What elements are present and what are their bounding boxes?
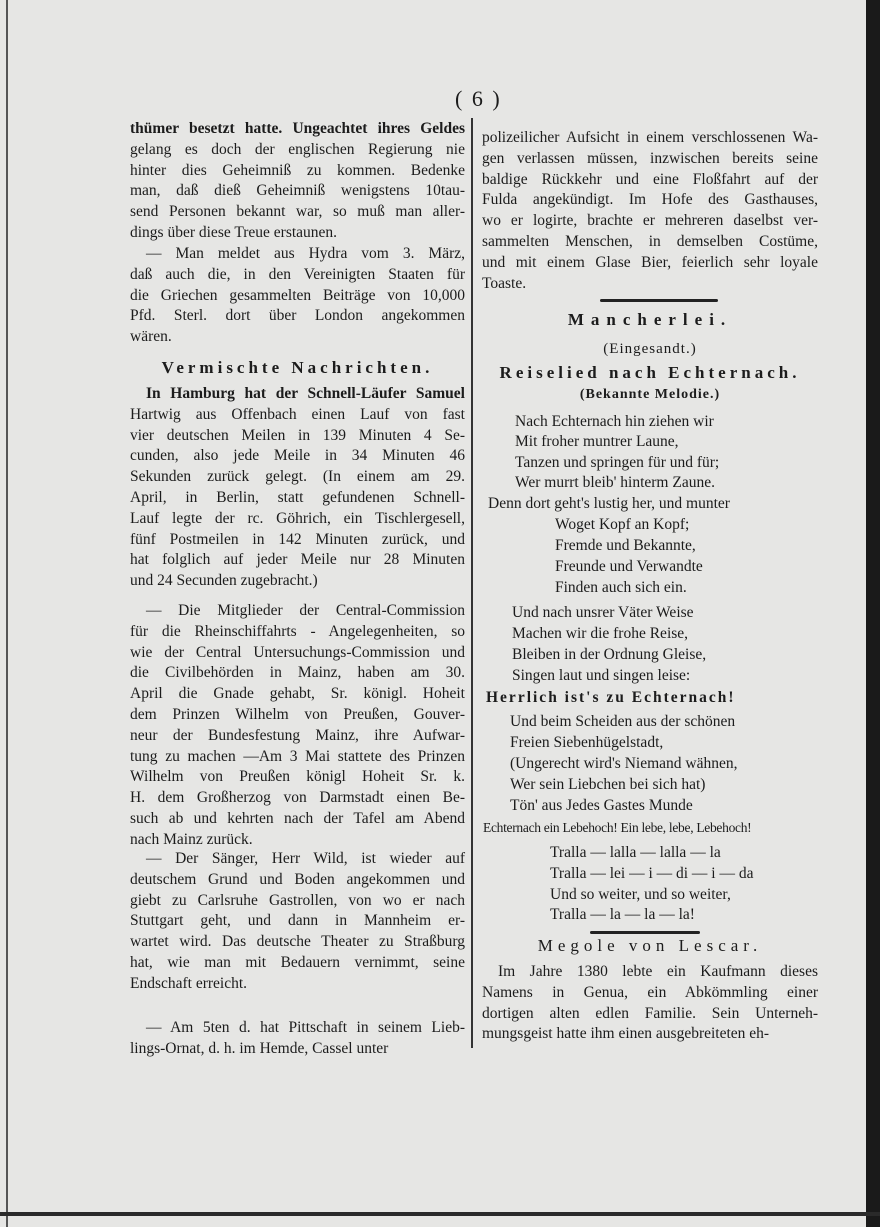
poem-title: Reiselied nach Echternach.	[499, 363, 801, 382]
paragraph-line: cunden, also jede Meile in 34 Minuten 46	[130, 447, 465, 465]
paragraph-line: und mit einem Glase Bier, feierlich sehr loyale	[482, 253, 818, 271]
paragraph-line: giebt zu Carlsruhe Gastrollen, von wo er nach	[130, 891, 465, 909]
poem-line: Machen wir die frohe Reise,	[512, 625, 689, 642]
poem-line: Echternach ein Lebehoch! Ein lebe, lebe, Lebehoch!	[483, 820, 752, 835]
poem-line: Tralla — lalla — lalla — la	[550, 844, 721, 861]
paragraph-line: die Griechen gesammelten Beiträge von 10,000	[130, 286, 465, 304]
paragraph-line: lings-Ornat, d. h. im Hemde, Cassel unter	[130, 1039, 389, 1057]
page-number: ( 6 )	[455, 86, 502, 111]
divider-rule	[590, 931, 700, 934]
paragraph-line: dortigen alten edlen Familie. Sein Unterneh-	[482, 1004, 818, 1022]
paragraph-line: April, in Berlin, statt gefundenen Schnell-	[130, 489, 465, 506]
paragraph-line: für die Rheinschiffahrts - Angelegenheiten, so	[130, 622, 465, 640]
paragraph-line: — Am 5ten d. hat Pittschaft in seinem Lieb-	[146, 1019, 465, 1036]
poem-line: Singen laut und singen leise:	[512, 667, 691, 684]
paragraph-line: In Hamburg hat der Schnell-Läufer Samuel	[146, 385, 465, 402]
paragraph-line: Im Jahre 1380 lebte ein Kaufmann dieses	[498, 963, 818, 980]
poem-line: Wer sein Liebchen bei sich hat)	[510, 776, 706, 793]
poem-line: Tanzen und springen für und für;	[515, 454, 720, 471]
poem-line: Bleiben in der Ordnung Gleise,	[512, 646, 707, 663]
paragraph-line: baldige Rückkehr und eine Floßfahrt auf der	[482, 170, 818, 188]
column-divider	[471, 118, 473, 1048]
paragraph-line: sammelten Menschen, in demselben Costüme,	[482, 233, 818, 250]
poem-line: Woget Kopf an Kopf;	[555, 516, 690, 533]
poem-line: Freunde und Verwandte	[555, 558, 703, 575]
paragraph-line: wartet wird. Das deutsche Theater zu Straßburg	[130, 933, 465, 951]
paragraph-line: send Personen bekannt war, so muß man aller-	[130, 203, 465, 221]
paragraph-line: thümer besetzt hatte. Ungeachtet ihres Geldes	[130, 120, 465, 137]
poem-line: (Ungerecht wird's Niemand wähnen,	[510, 755, 738, 772]
paragraph-line: — Die Mitglieder der Central-Commission	[146, 602, 465, 619]
poem-line: Fremde und Bekannte,	[555, 537, 696, 554]
melody-note: (Bekannte Melodie.)	[579, 387, 721, 402]
paragraph-line: Toaste.	[482, 274, 527, 292]
paragraph-line: tung zu machen —Am 3 Mai stattete des Prinzen	[130, 747, 465, 765]
paragraph-line: April die Gnade gehabt, Sr. königl. Hoheit	[130, 685, 465, 703]
poem-line: Und so weiter, und so weiter,	[550, 886, 731, 903]
section-heading-mancherlei: Mancherlei.	[567, 310, 733, 329]
paragraph-line: fünf Postmeilen in 142 Minuten zurück, und	[130, 530, 465, 548]
paragraph-line: dings über diese Treue erstaunen.	[130, 224, 338, 241]
poem-line: Mit froher muntrer Laune,	[515, 433, 679, 450]
paragraph-line: daß auch die, in den Vereinigten Staaten für	[130, 265, 465, 283]
paragraph-line: man, daß dieß Geheimniß wenigstens 10tau-	[130, 182, 465, 200]
paragraph-line: neur der Bundesfestung Mainz, ihre Aufwar-	[130, 726, 465, 744]
paragraph-line: wären.	[130, 328, 172, 346]
section-heading-vermischte-nachrichten: Vermischte Nachrichten.	[161, 358, 434, 377]
eingesandt-note: (Eingesandt.)	[603, 341, 697, 357]
scan-edge-bottom	[0, 1212, 880, 1216]
paragraph-line: such ab und kehrten nach der Tafel am Abend	[130, 810, 465, 827]
paragraph-line: Pfd. Sterl. dort über London angekommen	[130, 307, 465, 325]
paragraph-line: hat, wie man mit Bedauern vernimmt, seine	[130, 954, 465, 971]
paragraph-line: hinter dies Geheimniß zu kommen. Bedenke	[130, 161, 465, 179]
paragraph-line: die Civilbehörden in Mainz, haben am 30.	[130, 664, 465, 682]
story-heading: Megole von Lescar.	[537, 936, 763, 955]
paragraph-line: — Man meldet aus Hydra vom 3. März,	[146, 245, 465, 262]
poem-line: Und beim Scheiden aus der schönen	[510, 713, 736, 730]
poem-line: Tralla — lei — i — di — i — da	[550, 865, 754, 882]
paragraph-line: Lauf legte der rc. Göhrich, ein Tischlergesell,	[130, 509, 465, 527]
paragraph-line: — Der Sänger, Herr Wild, ist wieder auf	[146, 850, 465, 867]
poem-line: Und nach unsrer Väter Weise	[512, 604, 694, 621]
paragraph-line: polizeilicher Aufsicht in einem verschlossenen Wa-	[482, 129, 818, 146]
paragraph-line: Fulda angekündigt. Im Hofe des Gasthauses,	[482, 191, 818, 209]
poem-line: Tön' aus Jedes Gastes Munde	[510, 797, 693, 814]
poem-line: Finden auch sich ein.	[555, 579, 687, 596]
scan-edge-left	[6, 0, 8, 1227]
paragraph-line: Hartwig aus Offenbach einen Lauf von fast	[130, 405, 465, 423]
poem-line: Wer murrt bleib' hinterm Zaune.	[515, 474, 715, 491]
paragraph-line: und 24 Secunden zugebracht.)	[130, 572, 318, 590]
paragraph-line: Namens in Genua, ein Abkömmling einer	[482, 983, 818, 1001]
paragraph-line: wie der Central Untersuchungs-Commission und	[130, 643, 465, 661]
paragraph-line: gen verlassen müssen, inzwischen bereits seine	[482, 149, 818, 167]
paragraph-line: mungsgeist hatte ihm einen ausgebreiteten eh-	[482, 1025, 770, 1043]
paragraph-line: hat folglich auf jeder Meile nur 28 Minuten	[130, 551, 465, 569]
paragraph-line: gelang es doch der englischen Regierung nie	[130, 140, 465, 158]
poem-line: Herrlich ist's zu Echternach!	[486, 689, 736, 706]
scan-edge-right	[866, 0, 880, 1227]
paragraph-line: wo er logirte, brachte er mehreren daselbst ver-	[482, 212, 818, 230]
poem-line: Nach Echternach hin ziehen wir	[515, 413, 714, 430]
paragraph-line: deutschem Grund und Boden angekommen und	[130, 870, 465, 888]
paragraph-line: dem Prinzen Wilhelm von Preußen, Gouver-	[130, 706, 465, 723]
divider-rule	[600, 299, 718, 302]
poem-line: Denn dort geht's lustig her, und munter	[488, 495, 730, 512]
paragraph-line: Stuttgart geht, und dann in Mannheim er-	[130, 912, 465, 930]
paragraph-line: vier deutschen Meilen in 139 Minuten 4 Se-	[130, 426, 465, 444]
paragraph-line: Sekunden zurück gelegt. (In einem am 29.	[130, 468, 465, 486]
paragraph-line: Endschaft erreicht.	[130, 974, 248, 992]
poem-line: Tralla — la — la — la!	[550, 906, 695, 923]
poem-line: Freien Siebenhügelstadt,	[510, 734, 664, 751]
paragraph-line: H. dem Großherzog von Darmstadt einen Be-	[130, 789, 465, 807]
paragraph-line: nach Mainz zurück.	[130, 830, 253, 848]
paragraph-line: Wilhelm von Preußen königl Hoheit Sr. k.	[130, 768, 465, 786]
